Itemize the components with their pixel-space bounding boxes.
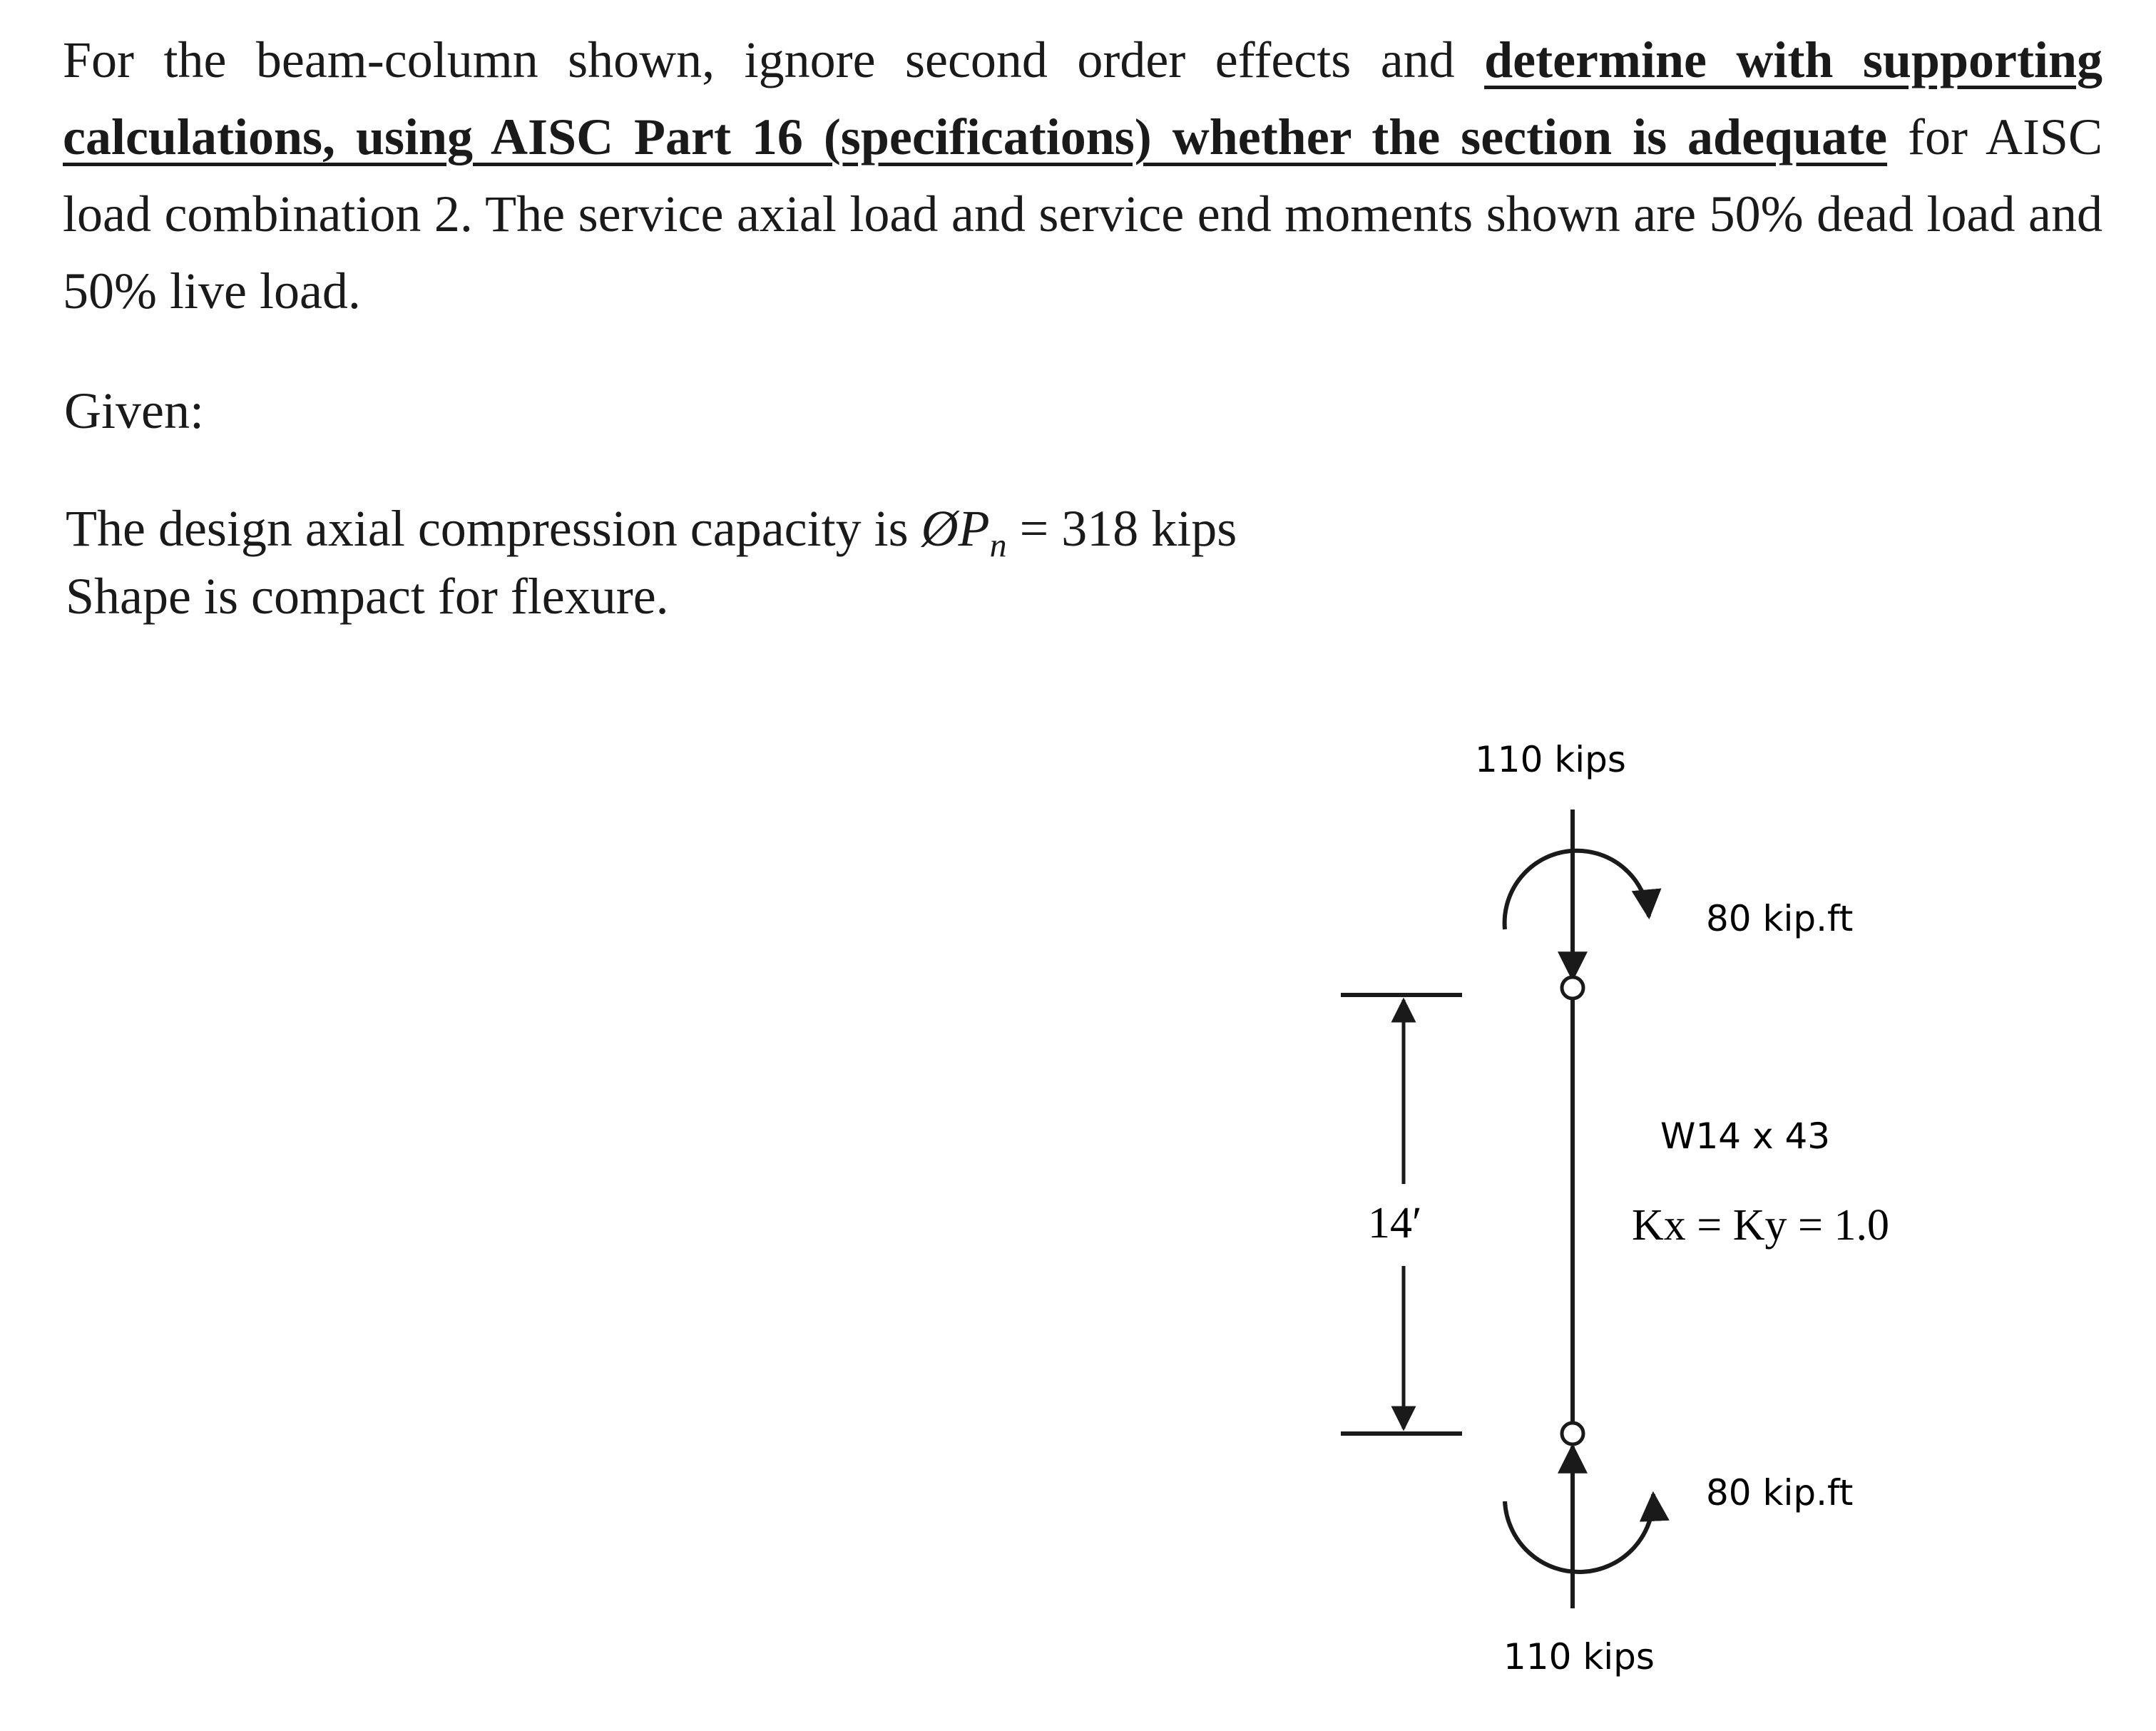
capacity-subscript: n [989, 526, 1007, 565]
top-moment-label: 80 kip.ft [1706, 898, 1854, 939]
given-heading: Given: [64, 382, 204, 439]
capacity-label: The design axial compression capacity is [66, 500, 921, 557]
emphasis-text: determine with supporting calculations, using AISC Part 16 (specifications) whether the section is adequate [63, 31, 2103, 165]
k-factor-label: Kx = Ky = 1.0 [1632, 1201, 1889, 1250]
top-moment-arc [1505, 851, 1649, 929]
capacity-value: = 318 kips [1006, 500, 1237, 557]
intro-text: For the beam-column shown, ignore second order effects and [63, 31, 1485, 88]
compact-line: Shape is compact for flexure. [66, 568, 669, 625]
body-text: for AISC load combination 2. The service axial load and service end moments shown are 50% dead load and 50% live load. [63, 108, 2103, 320]
length-label: 14′ [1368, 1199, 1422, 1247]
bottom-load-label: 110 kips [1503, 1636, 1655, 1678]
capacity-symbol: ØP [921, 500, 990, 557]
section-label: W14 x 43 [1660, 1115, 1831, 1157]
bottom-pin [1562, 1423, 1583, 1444]
top-pin [1562, 977, 1583, 999]
bottom-moment-label: 80 kip.ft [1706, 1472, 1854, 1513]
top-load-label: 110 kips [1475, 739, 1626, 780]
bottom-moment-arc [1505, 1494, 1653, 1572]
